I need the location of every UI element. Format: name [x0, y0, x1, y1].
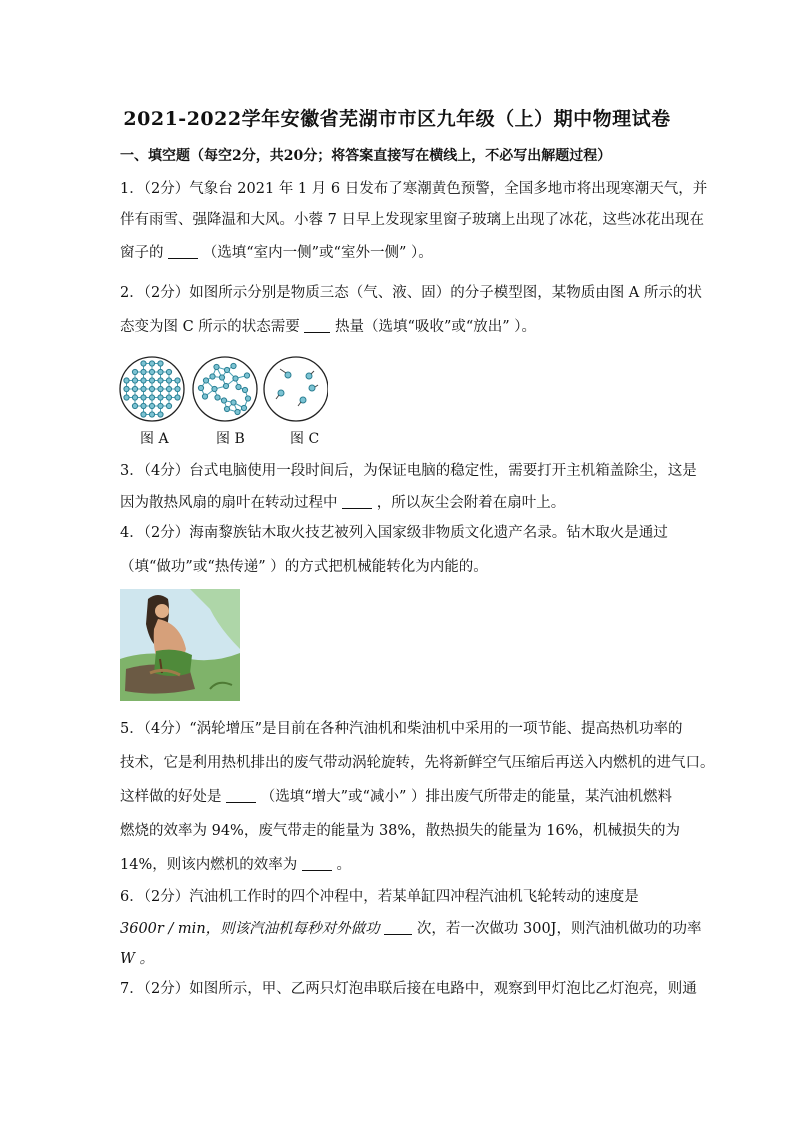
q5-line-2: 技术，它是利用热机排出的废气带动涡轮旋转，先将新鲜空气压缩后再送入内燃机的进气口。	[120, 755, 715, 771]
q3-line-1: 3．（4分）台式电脑使用一段时间后，为保证电脑的稳定性，需要打开主机箱盖除尘，这是	[120, 463, 697, 479]
q6-line-2	[120, 917, 702, 938]
q5-line-1: 5．（4分）“涡轮增压”是目前在各种汽油机和柴油机中采用的一项节能、提高热机功率的	[120, 721, 683, 737]
q6-line-3: W 。	[120, 951, 155, 967]
q4-line-2: （填“做功”或“热传递” ）的方式把机械能转化为内能的。	[120, 559, 488, 575]
answer-blank[interactable]	[304, 318, 330, 333]
q5-line-4: 燃烧的效率为 94%，废气带走的能量为 38%，散热损失的能量为 16%，机械损失的为	[120, 823, 681, 839]
figure-b-caption: 图 B	[216, 431, 245, 447]
q5-text-b: （选填“增大”或“减小” ）排出废气所带走的能量，某汽油机燃料	[260, 789, 672, 805]
q5-line-3	[120, 785, 680, 806]
page-title: 2021-2022学年安徽省芜湖市市区九年级（上）期中物理试卷	[123, 108, 671, 130]
q1-text-b: （选填“室内一侧”或“室外一侧” ）。	[202, 245, 433, 261]
answer-blank[interactable]	[302, 856, 332, 871]
q1-line-1: 1．（2分）气象台 2021 年 1 月 6 日发布了寒潮黄色预警，全国多地市将出现寒潮天气，并	[120, 181, 708, 197]
figure-c-caption: 图 C	[290, 431, 320, 447]
q6-text-a: 3600r / min，则该汽油机每秒对外做功	[120, 921, 380, 937]
answer-blank[interactable]	[342, 494, 372, 509]
section-heading: 一、填空题（每空2分，共20分；将答案直接写在横线上，不必写出解题过程）	[120, 148, 612, 164]
q5-text-c: 14%，则该内燃机的效率为	[120, 857, 298, 873]
q5-text-a: 这样做的好处是	[120, 789, 222, 805]
q2-line-2	[120, 315, 680, 336]
q7-line-1: 7．（2分）如图所示，甲、乙两只灯泡串联后接在电路中，观察到甲灯泡比乙灯泡亮，则通	[120, 981, 697, 997]
q6-text-b: 次，若一次做功 300J，则汽油机做功的功率	[416, 921, 702, 937]
answer-blank[interactable]	[168, 244, 198, 259]
gas-model-diagram	[264, 357, 328, 421]
q2-text-a: 态变为图 C 所示的状态需要	[120, 319, 300, 335]
q3-text-a: 因为散热风扇的扇叶在转动过程中	[120, 495, 338, 511]
answer-blank[interactable]	[384, 920, 412, 935]
q1-text-a: 窗子的	[120, 245, 164, 261]
q1-line-2: 伴有雨雪、强降温和大风。小蓉 7 日早上发现家里窗子玻璃上出现了冰花，这些冰花出现在	[120, 212, 704, 228]
q4-line-1: 4．（2分）海南黎族钻木取火技艺被列入国家级非物质文化遗产名录。钻木取火是通过	[120, 525, 668, 541]
solid-model-diagram	[120, 357, 184, 421]
liquid-model-diagram	[193, 357, 257, 421]
q6-line-1: 6．（2分）汽油机工作时的四个冲程中，若某单缸四冲程汽油机飞轮转动的速度是	[120, 889, 639, 905]
fire-drilling-illustration	[120, 589, 240, 701]
q2-text-b: 热量（选填“吸收”或“放出” ）。	[335, 319, 537, 335]
q5-line-5	[120, 853, 680, 874]
q2-line-1: 2．（2分）如图所示分别是物质三态（气、液、固）的分子模型图，某物质由图 A 所示的状	[120, 285, 702, 301]
q3-text-b: ，所以灰尘会附着在扇叶上。	[376, 495, 566, 511]
q1-line-3	[120, 241, 680, 262]
q3-line-2	[120, 491, 680, 512]
molecule-model-figure	[118, 355, 328, 423]
answer-blank[interactable]	[226, 788, 256, 803]
figure-a-caption: 图 A	[140, 431, 169, 447]
q5-text-d: 。	[336, 857, 351, 873]
